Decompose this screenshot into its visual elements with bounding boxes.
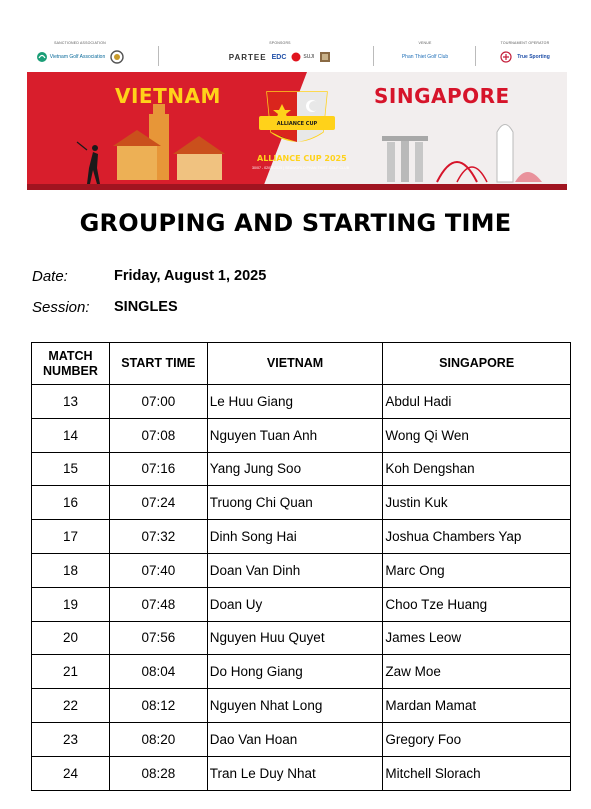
table-row bbox=[32, 418, 571, 452]
vietnam-player-cell: Nguyen Huu Quyet bbox=[207, 621, 383, 655]
singapore-player-cell: Koh Dengshan bbox=[383, 452, 571, 486]
singapore-player-cell: Wong Qi Wen bbox=[383, 418, 571, 452]
porsche-logo bbox=[319, 51, 331, 63]
vietnam-player-cell: Nguyen Tuan Anh bbox=[207, 418, 383, 452]
singapore-title: SINGAPORE bbox=[374, 84, 510, 108]
singapore-player-cell: Mardan Mamat bbox=[383, 689, 571, 723]
date-label: Date: bbox=[32, 268, 68, 285]
table-row bbox=[32, 385, 571, 419]
sponsor-caption: SANCTIONED ASSOCIATION bbox=[54, 41, 106, 45]
cup-subtitle: 30/07 - 02/08/2025 | SEAWORLD PHAN THIET GOLF CLUB bbox=[252, 166, 350, 170]
sponsor-strip bbox=[30, 40, 568, 72]
singapore-player-cell: Justin Kuk bbox=[383, 486, 571, 520]
table-row bbox=[32, 452, 571, 486]
header-match-number bbox=[32, 343, 110, 385]
sponsor-group-operator bbox=[485, 40, 565, 72]
start-time-cell: 07:16 bbox=[109, 452, 207, 486]
vietnam-title: VIETNAM bbox=[115, 84, 221, 108]
match-number-cell: 23 bbox=[32, 722, 110, 756]
singapore-player-cell: Zaw Moe bbox=[383, 655, 571, 689]
suji-logo bbox=[291, 52, 314, 62]
match-number-cell: 13 bbox=[32, 385, 110, 419]
table-row bbox=[32, 655, 571, 689]
start-time-cell: 07:24 bbox=[109, 486, 207, 520]
vietnam-player-cell: Do Hong Giang bbox=[207, 655, 383, 689]
sponsor-group-sponsors bbox=[190, 40, 370, 72]
sponsor-caption: VENUE bbox=[418, 41, 432, 45]
table-row bbox=[32, 587, 571, 621]
red-circle-icon bbox=[291, 52, 301, 62]
match-number-cell: 22 bbox=[32, 689, 110, 723]
vga-logo-text: Vietnam Golf Association bbox=[49, 54, 106, 60]
table-row bbox=[32, 520, 571, 554]
match-number-cell: 17 bbox=[32, 520, 110, 554]
header-match-number-text: MATCH NUMBER bbox=[43, 348, 98, 378]
start-time-cell: 08:20 bbox=[109, 722, 207, 756]
sponsor-caption: SPONSORS bbox=[269, 41, 291, 45]
operator-logo: True Sporting bbox=[517, 54, 550, 60]
vietnam-player-cell: Yang Jung Soo bbox=[207, 452, 383, 486]
vga-emblem-icon bbox=[36, 51, 48, 63]
table-row bbox=[32, 553, 571, 587]
singapore-player-cell: Gregory Foo bbox=[383, 722, 571, 756]
start-time-cell: 07:00 bbox=[109, 385, 207, 419]
sponsor-caption: TOURNAMENT OPERATOR bbox=[500, 41, 550, 45]
date-value: Friday, August 1, 2025 bbox=[114, 268, 267, 284]
match-number-cell: 15 bbox=[32, 452, 110, 486]
vietnam-player-cell: Le Huu Giang bbox=[207, 385, 383, 419]
edc-logo: EDC bbox=[271, 53, 287, 61]
start-time-cell: 07:32 bbox=[109, 520, 207, 554]
event-banner bbox=[27, 72, 567, 190]
vga-logo bbox=[36, 51, 106, 63]
start-time-cell: 08:04 bbox=[109, 655, 207, 689]
header-singapore: SINGAPORE bbox=[383, 343, 571, 385]
match-number-cell: 20 bbox=[32, 621, 110, 655]
operator-emblem-icon bbox=[500, 51, 512, 63]
partee-logo: PARTEE bbox=[228, 52, 267, 62]
table-row bbox=[32, 756, 571, 790]
vietnam-player-cell: Nguyen Nhat Long bbox=[207, 689, 383, 723]
start-time-cell: 07:40 bbox=[109, 553, 207, 587]
singapore-player-cell: Marc Ong bbox=[383, 553, 571, 587]
venue-logo: Phan Thiet Golf Club bbox=[401, 54, 449, 60]
match-number-cell: 14 bbox=[32, 418, 110, 452]
singapore-player-cell: Joshua Chambers Yap bbox=[383, 520, 571, 554]
session-label: Session: bbox=[32, 299, 90, 316]
start-time-cell: 08:28 bbox=[109, 756, 207, 790]
table-row bbox=[32, 486, 571, 520]
singapore-player-cell: James Leow bbox=[383, 621, 571, 655]
match-number-cell: 16 bbox=[32, 486, 110, 520]
seal-icon bbox=[110, 50, 124, 64]
page-title: GROUPING AND STARTING TIME bbox=[79, 209, 512, 237]
singapore-player-cell: Mitchell Slorach bbox=[383, 756, 571, 790]
vietnam-player-cell: Doan Uy bbox=[207, 587, 383, 621]
singapore-player-cell: Abdul Hadi bbox=[383, 385, 571, 419]
match-number-cell: 18 bbox=[32, 553, 110, 587]
match-number-cell: 21 bbox=[32, 655, 110, 689]
start-time-cell: 08:12 bbox=[109, 689, 207, 723]
sponsor-group-venue bbox=[380, 40, 470, 72]
start-time-cell: 07:08 bbox=[109, 418, 207, 452]
suji-logo-text: SUJI bbox=[303, 54, 315, 60]
vietnam-player-cell: Doan Van Dinh bbox=[207, 553, 383, 587]
header-start-time: START TIME bbox=[109, 343, 207, 385]
sponsor-group-association bbox=[30, 40, 130, 72]
grouping-table bbox=[31, 342, 571, 791]
crest-icon bbox=[319, 51, 331, 63]
header-vietnam: VIETNAM bbox=[207, 343, 383, 385]
table-header-row bbox=[32, 343, 571, 385]
table-row bbox=[32, 621, 571, 655]
match-number-cell: 24 bbox=[32, 756, 110, 790]
start-time-cell: 07:48 bbox=[109, 587, 207, 621]
singapore-player-cell: Choo Tze Huang bbox=[383, 587, 571, 621]
vietnam-player-cell: Dao Van Hoan bbox=[207, 722, 383, 756]
badge-label: ALLIANCE CUP bbox=[276, 121, 318, 127]
match-number-cell: 19 bbox=[32, 587, 110, 621]
start-time-cell: 07:56 bbox=[109, 621, 207, 655]
cup-title: ALLIANCE CUP 2025 bbox=[257, 154, 347, 163]
table-row bbox=[32, 722, 571, 756]
table-row bbox=[32, 689, 571, 723]
session-value: SINGLES bbox=[114, 299, 178, 315]
vietnam-player-cell: Dinh Song Hai bbox=[207, 520, 383, 554]
vietnam-player-cell: Truong Chi Quan bbox=[207, 486, 383, 520]
vietnam-player-cell: Tran Le Duy Nhat bbox=[207, 756, 383, 790]
